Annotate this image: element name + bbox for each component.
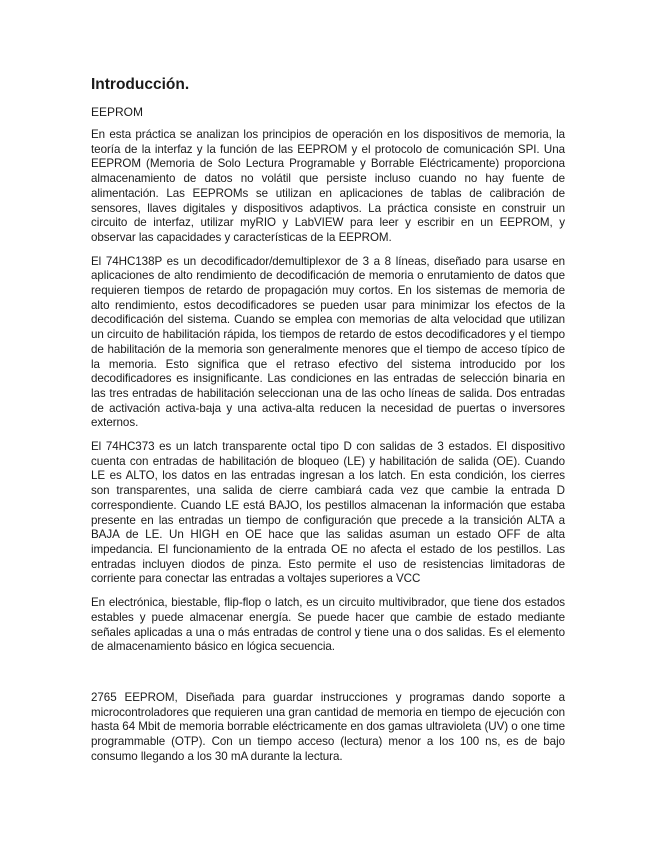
paragraph-2765-eeprom: 2765 EEPROM, Diseñada para guardar instrucciones y programas dando soporte a microcontroladores que requieren una gran cantidad de memoria en tiempo de ejecución con hasta 64 Mbit de memoria borrable eléctricamente en dos gamas ultravioleta (UV) o one time programmable (OTP). Con un tiempo acceso (lectura) menor a los 100 ns, es de bajo consumo llegando a los 30 mA durante la lectura. bbox=[91, 690, 565, 763]
paragraph-flip-flop: En electrónica, biestable, flip-flop o latch, es un circuito multivibrador, que tiene dos estados estables y puede almacenar energía. Se puede hacer que cambie de estado mediante señales aplicadas a una o más entradas de control y tiene una o dos salidas. Es el elemento de almacenamiento básico en lógica secuencia. bbox=[91, 596, 565, 654]
paragraph-intro: En esta práctica se analizan los principios de operación en los dispositivos de memoria, la teoría de la interfaz y la función de las EEPROM y el protocolo de comunicación SPI. Una EEPROM (Memoria de Solo Lectura Programable y Borrable Eléctricamente) proporciona almacenamiento de datos no volátil que persiste incluso cuando no hay fuente de alimentación. Las EEPROMs se utilizan en aplicaciones de tablas de calibración de sensores, llaves digitales y dispositivos adaptivos. La práctica consiste en construir un circuito de interfaz, utilizar myRIO y LabVIEW para leer y escribir en un EEPROM, y observar las capacidades y características de la EEPROM. bbox=[91, 128, 565, 244]
section-subtitle: EEPROM bbox=[91, 105, 144, 119]
paragraph-74hc138p: El 74HC138P es un decodificador/demultiplexor de 3 a 8 líneas, diseñado para usarse en aplicaciones de alto rendimiento de decodificación de memoria o enrutamiento de datos que requieren tiempos de retardo de propagación muy cortos. En los sistemas de memoria de alto rendimiento, estos decodificadores se pueden usar para minimizar los efectos de la decodificación del sistema. Cuando se emplea con memorias de alta velocidad que utilizan un circuito de habilitación rápida, los tiempos de retardo de estos decodificadores y el tiempo de habilitación de la memoria son generalmente menores que el tiempo de acceso típico de la memoria. Esto significa que el retraso efectivo del sistema introducido por los decodificadores es insignificante. Las condiciones en las entradas de selección binaria en las tres entradas de habilitación seleccionan una de las ocho líneas de salida. Dos entradas de activación activa-baja y una activa-alta reducen la necesidad de puertas o inversores externos. bbox=[91, 254, 565, 430]
page-title: Introducción. bbox=[91, 76, 190, 93]
paragraph-74hc373: El 74HC373 es un latch transparente octal tipo D con salidas de 3 estados. El dispositivo cuenta con entradas de habilitación de bloqueo (LE) y habilitación de salida (OE). Cuando LE es ALTO, los datos en las entradas ingresan a los latch. En esta condición, los cierres son transparentes, una salida de cierre cambiará cada vez que cambie la entrada D correspondiente. Cuando LE está BAJO, los pestillos almacenan la información que estaba presente en las entradas un tiempo de configuración que precede a la transición ALTA a BAJA de LE. Un HIGH en OE hace que las salidas asuman un estado OFF de alta impedancia. El funcionamiento de la entrada OE no afecta el estado de los pestillos. Las entradas incluyen diodos de pinza. Esto permite el uso de resistencias limitadoras de corriente para conectar las entradas a voltajes superiores a VCC bbox=[91, 440, 565, 586]
document-page bbox=[91, 76, 565, 773]
